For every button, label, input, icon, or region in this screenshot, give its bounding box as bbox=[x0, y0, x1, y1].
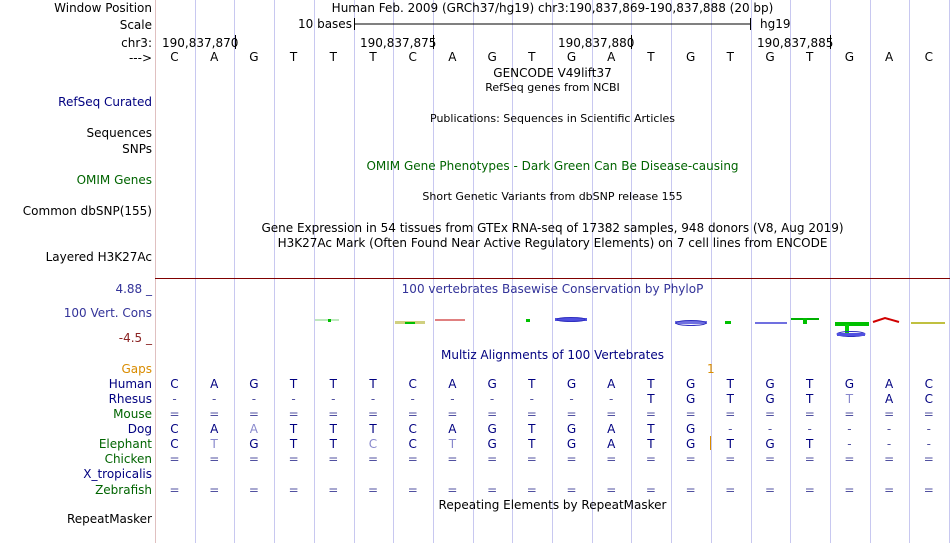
alignment-base: = bbox=[685, 483, 696, 497]
alignment-base: = bbox=[844, 452, 855, 466]
alignment-base: G bbox=[487, 422, 497, 436]
phylop-wiggle bbox=[155, 310, 950, 340]
species-label[interactable]: Dog bbox=[127, 422, 152, 436]
alignment-base: T bbox=[528, 437, 536, 451]
alignment-base: - bbox=[410, 392, 415, 406]
sequence-base: T bbox=[528, 50, 536, 64]
track-divider bbox=[155, 278, 950, 279]
alignment-base: = bbox=[526, 483, 537, 497]
alignment-base: = bbox=[685, 407, 696, 421]
scale-label: Scale bbox=[119, 18, 152, 32]
alignment-base: C bbox=[170, 437, 179, 451]
alignment-base: A bbox=[607, 437, 616, 451]
alignment-base: T bbox=[726, 437, 734, 451]
alignment-base: = bbox=[169, 483, 180, 497]
alignment-base: = bbox=[765, 483, 776, 497]
alignment-base: - bbox=[172, 392, 177, 406]
alignment-base: = bbox=[804, 407, 815, 421]
alignment-base: C bbox=[368, 437, 378, 451]
window-position-text: Human Feb. 2009 (GRCh37/hg19) chr3:190,837,869-190,837,888 (20 bp) bbox=[331, 1, 774, 15]
sequence-base: T bbox=[369, 50, 377, 64]
alignment-base: - bbox=[569, 392, 574, 406]
alignment-base: A bbox=[210, 422, 219, 436]
alignment-base: T bbox=[647, 392, 655, 406]
alignment-base: - bbox=[212, 392, 217, 406]
alignment-base: = bbox=[606, 483, 617, 497]
coordinate-tick-marks bbox=[0, 33, 950, 51]
alignment-base: = bbox=[368, 452, 379, 466]
alignment-base: T bbox=[806, 437, 814, 451]
alignment-base: = bbox=[566, 407, 577, 421]
track-label-dbsnp[interactable]: Common dbSNP(155) bbox=[22, 204, 152, 218]
cons-max-label: 4.88 _ bbox=[115, 282, 152, 296]
alignment-base: = bbox=[804, 452, 815, 466]
alignment-base: G bbox=[685, 377, 696, 391]
alignment-base: T bbox=[647, 422, 655, 436]
alignment-base: = bbox=[288, 452, 299, 466]
alignment-base: = bbox=[328, 483, 339, 497]
alignment-base: G bbox=[249, 437, 259, 451]
alignment-base: T bbox=[647, 437, 655, 451]
gtex-title[interactable]: Gene Expression in 54 tissues from GTEx RNA-seq of 17382 samples, 948 donors (V8, Aug 2019) bbox=[261, 221, 844, 235]
insertion-marker bbox=[710, 436, 711, 450]
phylop-title[interactable]: 100 vertebrates Basewise Conservation by PhyloP bbox=[401, 282, 704, 296]
sequence-base: C bbox=[924, 50, 933, 64]
sequence-base: G bbox=[765, 50, 775, 64]
alignment-base: = bbox=[288, 407, 299, 421]
alignment-base: T bbox=[289, 437, 298, 451]
sequence-base: G bbox=[685, 50, 696, 64]
alignment-base: - bbox=[291, 392, 296, 406]
alignment-base: A bbox=[884, 392, 894, 406]
alignment-base: = bbox=[645, 452, 656, 466]
alignment-base: = bbox=[645, 407, 656, 421]
alignment-base: - bbox=[529, 392, 534, 406]
sequence-base: T bbox=[329, 50, 337, 64]
alignment-base: C bbox=[170, 422, 179, 436]
alignment-base: = bbox=[328, 407, 339, 421]
alignment-base: C bbox=[408, 377, 417, 391]
coordinate-tick: 190,837,880 bbox=[558, 36, 635, 50]
alignment-base: - bbox=[847, 422, 852, 436]
window-position-label: Window Position bbox=[54, 1, 152, 15]
track-label-sequences[interactable]: Sequences bbox=[86, 126, 152, 140]
sequence-base: G bbox=[249, 50, 259, 64]
alignment-base: A bbox=[884, 377, 894, 391]
alignment-base: T bbox=[726, 377, 734, 391]
alignment-base: C bbox=[924, 392, 933, 406]
sequence-base: T bbox=[726, 50, 734, 64]
alignment-base: - bbox=[767, 422, 773, 436]
alignment-base: T bbox=[289, 422, 298, 436]
alignment-base: = bbox=[765, 407, 776, 421]
alignment-base: = bbox=[487, 483, 498, 497]
alignment-base: - bbox=[331, 392, 336, 406]
alignment-base: = bbox=[884, 407, 895, 421]
alignment-base: = bbox=[844, 407, 855, 421]
alignment-base: = bbox=[209, 452, 220, 466]
alignment-base: T bbox=[845, 392, 854, 406]
alignment-base: C bbox=[170, 377, 179, 391]
alignment-base: T bbox=[329, 377, 337, 391]
alignment-base: = bbox=[288, 483, 299, 497]
species-label[interactable]: Zebrafish bbox=[95, 483, 152, 497]
alignment-base: = bbox=[765, 452, 776, 466]
alignment-base: = bbox=[725, 483, 736, 497]
coordinate-tick: 190,837,885 bbox=[757, 36, 834, 50]
alignment-base: T bbox=[289, 377, 298, 391]
track-label-snps[interactable]: SNPs bbox=[122, 142, 152, 156]
alignment-base: - bbox=[728, 422, 733, 436]
cons-min-label: -4.5 _ bbox=[118, 331, 152, 345]
alignment-base: - bbox=[450, 392, 455, 406]
alignment-base: G bbox=[487, 377, 497, 391]
alignment-base: G bbox=[566, 377, 577, 391]
alignment-base: T bbox=[210, 437, 218, 451]
alignment-base: = bbox=[368, 407, 379, 421]
alignment-base: G bbox=[765, 437, 775, 451]
species-label[interactable]: Rhesus bbox=[108, 392, 152, 406]
track-label-repeatmasker[interactable]: RepeatMasker bbox=[66, 512, 152, 526]
sequence-base: A bbox=[884, 50, 894, 64]
alignment-base: = bbox=[884, 452, 895, 466]
alignment-base: = bbox=[209, 407, 220, 421]
alignment-base: = bbox=[447, 452, 458, 466]
alignment-base: = bbox=[923, 407, 934, 421]
alignment-base: G bbox=[765, 392, 775, 406]
alignment-base: = bbox=[368, 483, 379, 497]
alignment-base: = bbox=[566, 483, 577, 497]
alignment-base: T bbox=[647, 377, 655, 391]
alignment-base: G bbox=[685, 437, 696, 451]
species-label[interactable]: Chicken bbox=[104, 452, 152, 466]
alignment-base: C bbox=[924, 377, 933, 391]
scale-bar-text: 10 bases bbox=[298, 17, 352, 31]
sequence-base: T bbox=[806, 50, 814, 64]
chr-label: chr3: bbox=[121, 36, 152, 50]
alignment-base: A bbox=[448, 377, 457, 391]
assembly-label: hg19 bbox=[760, 17, 791, 31]
sequence-base: T bbox=[647, 50, 655, 64]
alignment-base: - bbox=[886, 422, 892, 436]
publications-title[interactable]: Publications: Sequences in Scientific Articles bbox=[430, 112, 675, 125]
alignment-base: T bbox=[528, 377, 536, 391]
sequence-base: A bbox=[448, 50, 457, 64]
sequence-base: G bbox=[487, 50, 497, 64]
gap-marker: 1 bbox=[707, 362, 715, 376]
alignment-base: = bbox=[606, 407, 617, 421]
alignment-base: T bbox=[528, 422, 536, 436]
omim-title[interactable]: OMIM Gene Phenotypes - Dark Green Can Be Disease-causing bbox=[366, 159, 739, 173]
alignment-base: - bbox=[926, 437, 931, 451]
alignment-base: A bbox=[249, 422, 258, 436]
sequence-base: G bbox=[844, 50, 855, 64]
alignment-base: = bbox=[209, 483, 220, 497]
alignment-base: = bbox=[526, 452, 537, 466]
alignment-base: = bbox=[248, 483, 259, 497]
coordinate-tick: 190,837,870 bbox=[162, 36, 239, 50]
alignment-base: = bbox=[685, 452, 696, 466]
alignment-base: T bbox=[806, 392, 814, 406]
alignment-base: G bbox=[765, 377, 775, 391]
alignment-base: T bbox=[369, 422, 377, 436]
alignment-base: = bbox=[407, 407, 418, 421]
species-label[interactable]: X_tropicalis bbox=[83, 467, 152, 481]
alignment-base: = bbox=[923, 483, 934, 497]
alignment-base: = bbox=[923, 452, 934, 466]
alignment-base: = bbox=[804, 483, 815, 497]
alignment-base: G bbox=[566, 422, 577, 436]
alignment-base: = bbox=[248, 452, 259, 466]
coordinate-tick: 190,837,875 bbox=[360, 36, 437, 50]
sequence-base: T bbox=[289, 50, 298, 64]
sequence-base: G bbox=[566, 50, 577, 64]
track-label-h3k27ac[interactable]: Layered H3K27Ac bbox=[45, 250, 152, 264]
track-label-cons[interactable]: 100 Vert. Cons bbox=[63, 306, 152, 320]
alignment-base: A bbox=[607, 377, 616, 391]
alignment-base: G bbox=[566, 437, 577, 451]
track-label-omim[interactable]: OMIM Genes bbox=[76, 173, 152, 187]
species-label[interactable]: Mouse bbox=[113, 407, 152, 421]
alignment-base: G bbox=[487, 437, 497, 451]
alignment-base: = bbox=[169, 452, 180, 466]
species-label[interactable]: Human bbox=[108, 377, 152, 391]
alignment-base: G bbox=[249, 377, 259, 391]
alignment-base: = bbox=[645, 483, 656, 497]
alignment-base: C bbox=[408, 422, 417, 436]
alignment-base: G bbox=[844, 377, 855, 391]
alignment-base: = bbox=[447, 407, 458, 421]
alignment-base: - bbox=[489, 392, 495, 406]
species-label[interactable]: Elephant bbox=[98, 437, 152, 451]
alignment-base: = bbox=[487, 452, 498, 466]
alignment-base: T bbox=[806, 377, 814, 391]
h3k27ac-title[interactable]: H3K27Ac Mark (Often Found Near Active Regulatory Elements) on 7 cell lines from ENCODE bbox=[277, 236, 828, 250]
repeatmasker-title[interactable]: Repeating Elements by RepeatMasker bbox=[438, 498, 667, 512]
dbsnp-title[interactable]: Short Genetic Variants from dbSNP release 155 bbox=[422, 190, 683, 203]
alignment-base: = bbox=[407, 452, 418, 466]
alignment-base: T bbox=[329, 422, 337, 436]
alignment-base: A bbox=[448, 422, 457, 436]
alignment-base: = bbox=[725, 452, 736, 466]
track-label-refseq[interactable]: RefSeq Curated bbox=[58, 95, 152, 109]
alignment-base: = bbox=[566, 452, 577, 466]
sequence-base: C bbox=[170, 50, 179, 64]
track-label-gaps[interactable]: Gaps bbox=[121, 362, 152, 376]
alignment-base: - bbox=[926, 422, 931, 436]
alignment-base: = bbox=[884, 483, 895, 497]
alignment-base: T bbox=[369, 377, 377, 391]
sequence-base: C bbox=[408, 50, 417, 64]
sequence-base: A bbox=[210, 50, 219, 64]
gencode-title[interactable]: GENCODE V49lift37 bbox=[493, 66, 612, 80]
alignment-base: = bbox=[328, 452, 339, 466]
alignment-base: C bbox=[408, 437, 417, 451]
alignment-base: = bbox=[487, 407, 498, 421]
alignment-base: = bbox=[447, 483, 458, 497]
refseq-title[interactable]: RefSeq genes from NCBI bbox=[485, 81, 620, 94]
strand-arrow-label: ---> bbox=[128, 51, 152, 65]
alignment-base: = bbox=[725, 407, 736, 421]
alignment-base: T bbox=[726, 392, 734, 406]
alignment-base: A bbox=[607, 422, 616, 436]
alignment-base: - bbox=[251, 392, 257, 406]
alignment-base: G bbox=[685, 422, 696, 436]
alignment-base: G bbox=[685, 392, 696, 406]
sequence-base: A bbox=[607, 50, 616, 64]
alignment-base: T bbox=[329, 437, 337, 451]
alignment-base: = bbox=[407, 483, 418, 497]
alignment-base: = bbox=[844, 483, 855, 497]
alignment-base: = bbox=[526, 407, 537, 421]
alignment-base: T bbox=[448, 437, 457, 451]
alignment-base: - bbox=[847, 437, 852, 451]
alignment-base: - bbox=[609, 392, 614, 406]
alignment-base: - bbox=[370, 392, 376, 406]
multiz-title[interactable]: Multiz Alignments of 100 Vertebrates bbox=[440, 348, 665, 362]
alignment-base: = bbox=[169, 407, 180, 421]
scale-bar bbox=[350, 16, 755, 32]
alignment-base: - bbox=[807, 422, 812, 436]
alignment-base: = bbox=[248, 407, 259, 421]
alignment-base: = bbox=[606, 452, 617, 466]
alignment-base: - bbox=[886, 437, 892, 451]
alignment-base: A bbox=[210, 377, 219, 391]
